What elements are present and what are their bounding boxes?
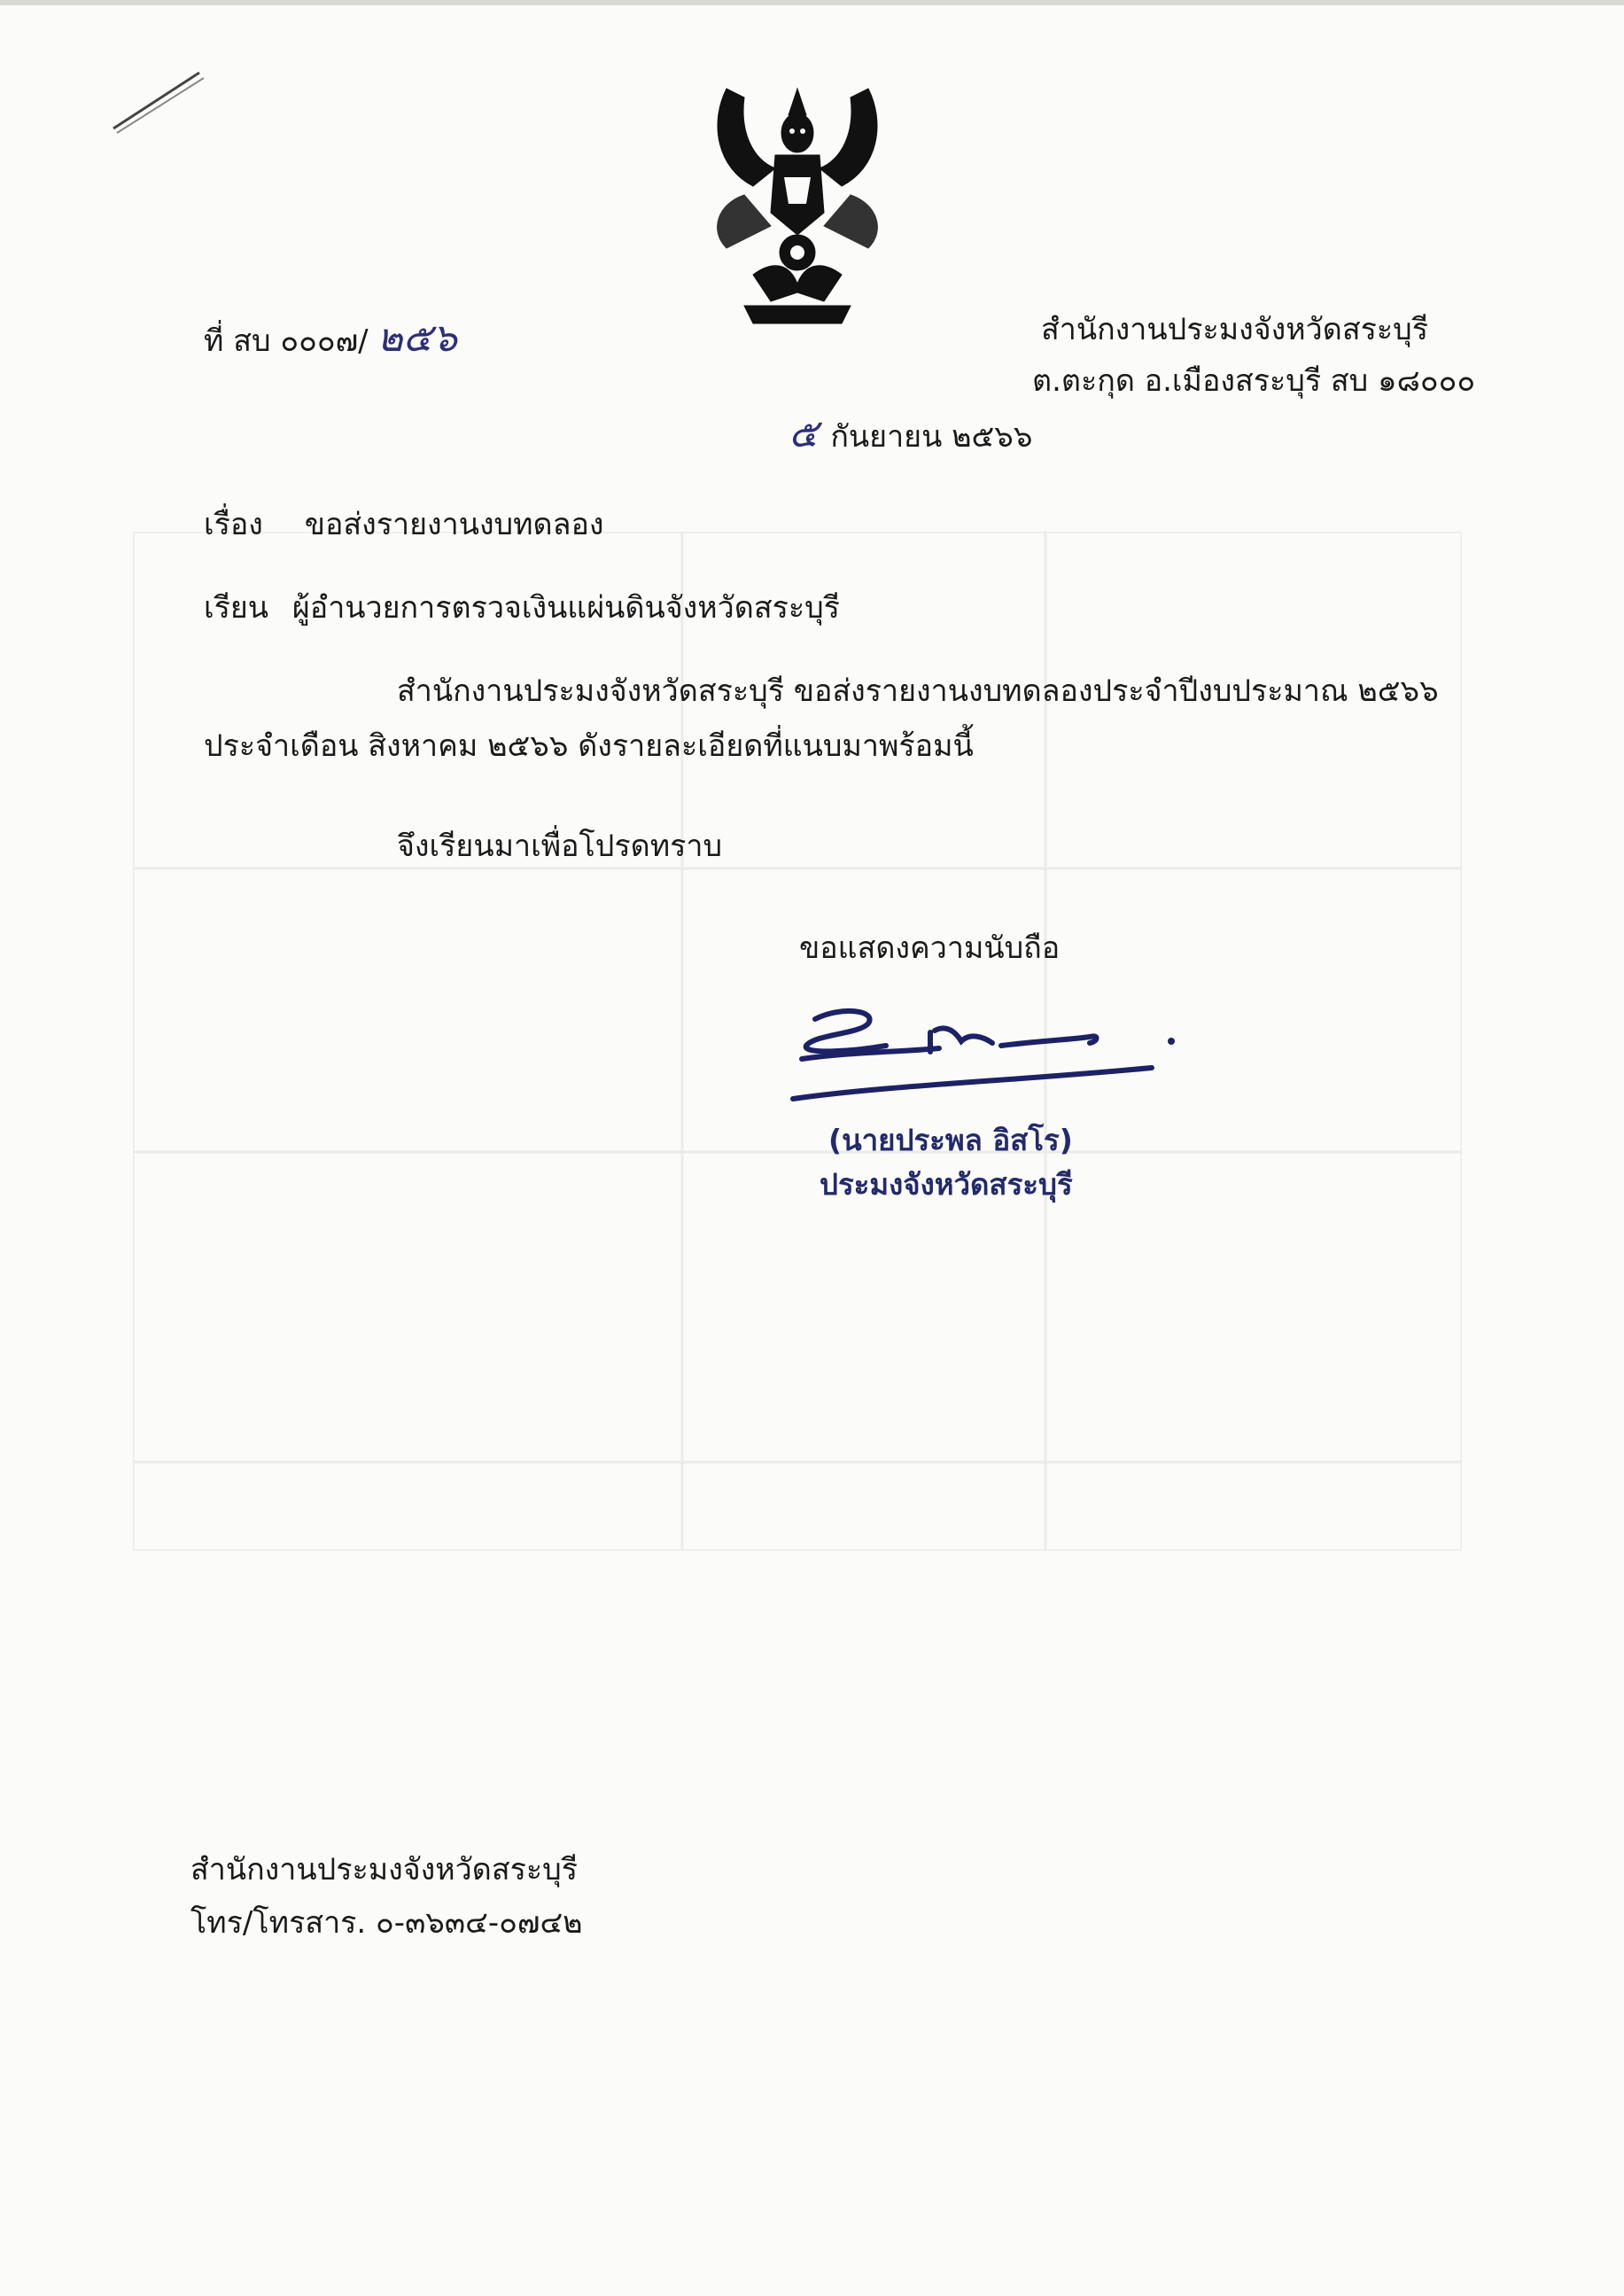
scan-edge — [0, 0, 1624, 5]
recipient-label: เรียน — [204, 590, 269, 626]
handwritten-signature — [780, 997, 1187, 1112]
subject-line — [204, 507, 603, 542]
office-name: สำนักงานประมงจังหวัดสระบุรี — [1041, 312, 1428, 347]
reference-handwritten-number: ๒๕๖ — [377, 315, 457, 361]
recipient-line — [204, 590, 840, 626]
signatory-position: ประมงจังหวัดสระบุรี — [820, 1167, 1073, 1202]
reference-number-line — [204, 315, 457, 361]
reference-prefix: ที่ สบ ๐๐๐๗/ — [204, 323, 369, 359]
subject-label: เรื่อง — [204, 507, 263, 542]
regards: ขอแสดงความนับถือ — [799, 930, 1061, 966]
pencil-mark — [106, 62, 213, 142]
date-day-handwritten: ๕ — [789, 411, 819, 456]
body-line-2: ประจำเดือน สิงหาคม ๒๕๖๖ ดังรายละเอียดที่แนบมาพร้อมนี้ — [204, 728, 974, 764]
letter-date — [789, 411, 1033, 456]
closing-line: จึงเรียนมาเพื่อโปรดทราบ — [397, 829, 723, 864]
office-address: ต.ตะกุด อ.เมืองสระบุรี สบ ๑๘๐๐๐ — [1032, 363, 1476, 399]
date-month-year: กันยายน ๒๕๖๖ — [830, 419, 1033, 455]
garuda-emblem — [691, 71, 904, 337]
recipient-text: ผู้อำนวยการตรวจเงินแผ่นดินจังหวัดสระบุรี — [291, 590, 840, 626]
footer-phone: โทร/โทรสาร. ๐-๓๖๓๔-๐๗๔๒ — [190, 1905, 583, 1941]
footer-office: สำนักงานประมงจังหวัดสระบุรี — [190, 1852, 578, 1887]
signatory-name: (นายประพล อิสโร) — [828, 1123, 1073, 1157]
body-line-1: สำนักงานประมงจังหวัดสระบุรี ขอส่งรายงานงบทดลองประจำปีงบประมาณ ๒๕๖๖ — [397, 673, 1439, 709]
subject-text: ขอส่งรายงานงบทดลอง — [304, 507, 604, 542]
